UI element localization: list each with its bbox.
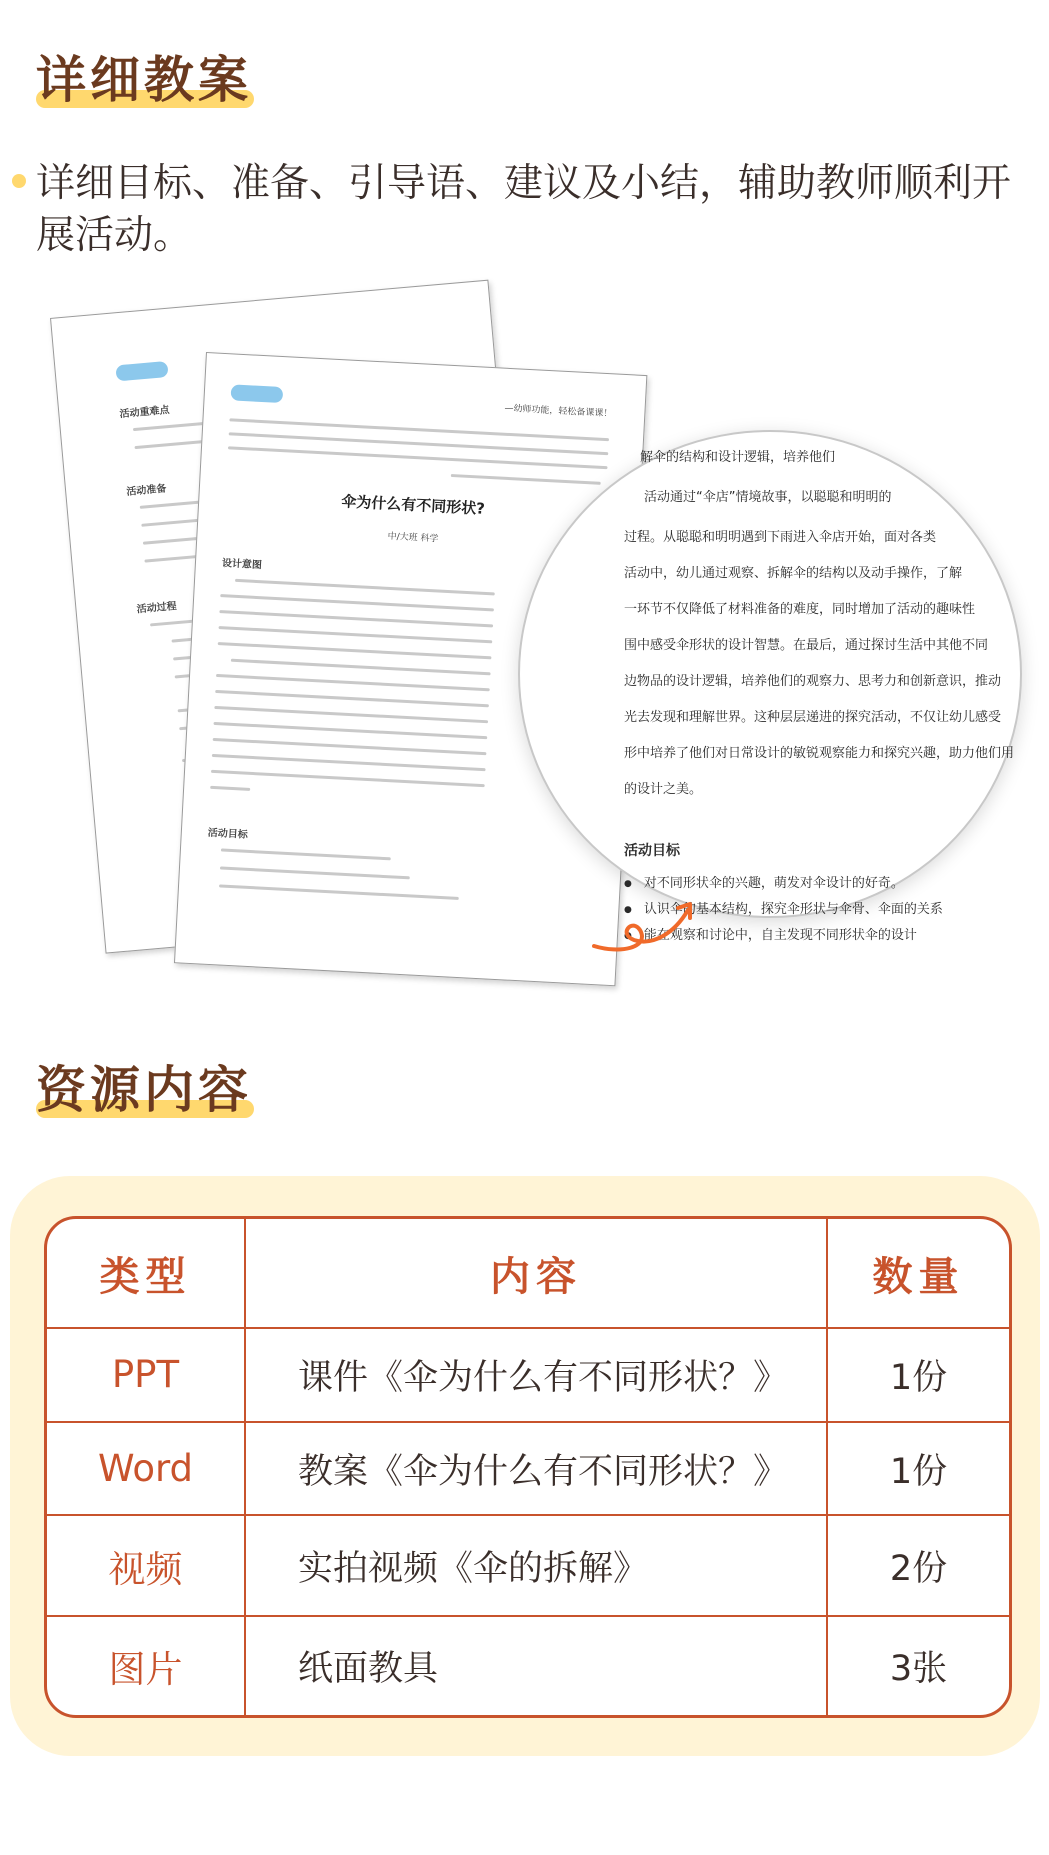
mag-line: 边物品的设计逻辑，培养他们的观察力、思考力和创新意识，推动 — [624, 674, 1002, 689]
logo-icon — [231, 384, 284, 403]
mag-bullet: ● 认识伞的基本结构，探究伞形状与伞骨、伞面的关系 — [624, 898, 943, 917]
intro-bullet — [12, 158, 1032, 262]
mag-line: 活动通过“伞店”情境故事，以聪聪和明明的 — [644, 490, 892, 505]
cell-type: Word — [47, 1422, 245, 1516]
section-title-text: 详细教案 — [36, 51, 252, 109]
cell-type: 图片 — [47, 1616, 245, 1715]
header-quantity: 数量 — [827, 1219, 1009, 1328]
cell-quantity: 1份 — [827, 1328, 1009, 1422]
back-heading-3: 活动过程 — [136, 601, 178, 616]
table-row — [47, 1515, 1009, 1616]
back-heading-2: 活动准备 — [126, 483, 167, 498]
mag-line: 形中培养了他们对日常设计的敏锐观察能力和探究兴趣，助力他们用 — [624, 746, 1015, 761]
mag-heading: 活动目标 — [624, 843, 680, 859]
table-header-row — [47, 1219, 1009, 1328]
cell-quantity: 2份 — [827, 1515, 1009, 1616]
cell-content: 纸面教具 — [245, 1616, 827, 1715]
logo-icon — [115, 361, 168, 381]
cell-content: 课件《伞为什么有不同形状？》 — [245, 1328, 827, 1422]
doc-subtitle: 中/大班 科学 — [387, 531, 439, 545]
bullet-dot-icon — [12, 174, 26, 188]
mag-line: 一环节不仅降低了材料准备的难度，同时增加了活动的趣味性 — [624, 602, 976, 617]
table-row — [47, 1328, 1009, 1422]
cell-type: PPT — [47, 1328, 245, 1422]
section-title-text: 资源内容 — [36, 1061, 252, 1119]
magnifier-zoom — [518, 430, 1022, 943]
cell-quantity: 3张 — [827, 1616, 1009, 1715]
mag-line: 活动中，幼儿通过观察、拆解伞的结构以及动手操作，了解 — [624, 566, 963, 581]
header-content: 内容 — [245, 1219, 827, 1328]
section-title-lesson-plan — [36, 40, 254, 112]
header-type: 类型 — [47, 1219, 245, 1328]
mag-line: 光去发现和理解世界。这种层层递进的探究活动，不仅让幼儿感受 — [624, 710, 1002, 725]
doc-title: 伞为什么有不同形状? — [340, 492, 486, 518]
intro-text: 详细目标、准备、引导语、建议及小结，辅助教师顺利开展活动。 — [36, 161, 1012, 258]
table-row — [47, 1422, 1009, 1516]
doc-heading-goals: 活动目标 — [207, 827, 249, 841]
mag-line: 围中感受伞形状的设计智慧。在最后，通过探讨生活中其他不同 — [624, 638, 989, 653]
doc-heading-design: 设计意图 — [221, 558, 263, 572]
section-title-resources — [36, 1050, 254, 1122]
doc-tagline: —幼师功能，轻松备课课！ — [504, 403, 613, 420]
mag-bullet: ● 能在观察和讨论中，自主发现不同形状伞的设计 — [624, 924, 917, 943]
mag-line: 解伞的结构和设计逻辑，培养他们 — [640, 450, 836, 465]
cell-type: 视频 — [47, 1515, 245, 1616]
mag-bullet: ● 对不同形状伞的兴趣，萌发对伞设计的好奇。 — [624, 872, 904, 891]
table-row — [47, 1616, 1009, 1715]
mag-line: 的设计之美。 — [624, 782, 703, 797]
cell-content: 教案《伞为什么有不同形状？》 — [245, 1422, 827, 1516]
cell-quantity: 1份 — [827, 1422, 1009, 1516]
swirl-arrow-icon — [590, 890, 700, 960]
resource-table — [44, 1216, 1012, 1718]
mag-line: 过程。从聪聪和明明遇到下雨进入伞店开始，面对各类 — [624, 530, 937, 545]
cell-content: 实拍视频《伞的拆解》 — [245, 1515, 827, 1616]
back-heading-1: 活动重难点 — [119, 404, 170, 421]
